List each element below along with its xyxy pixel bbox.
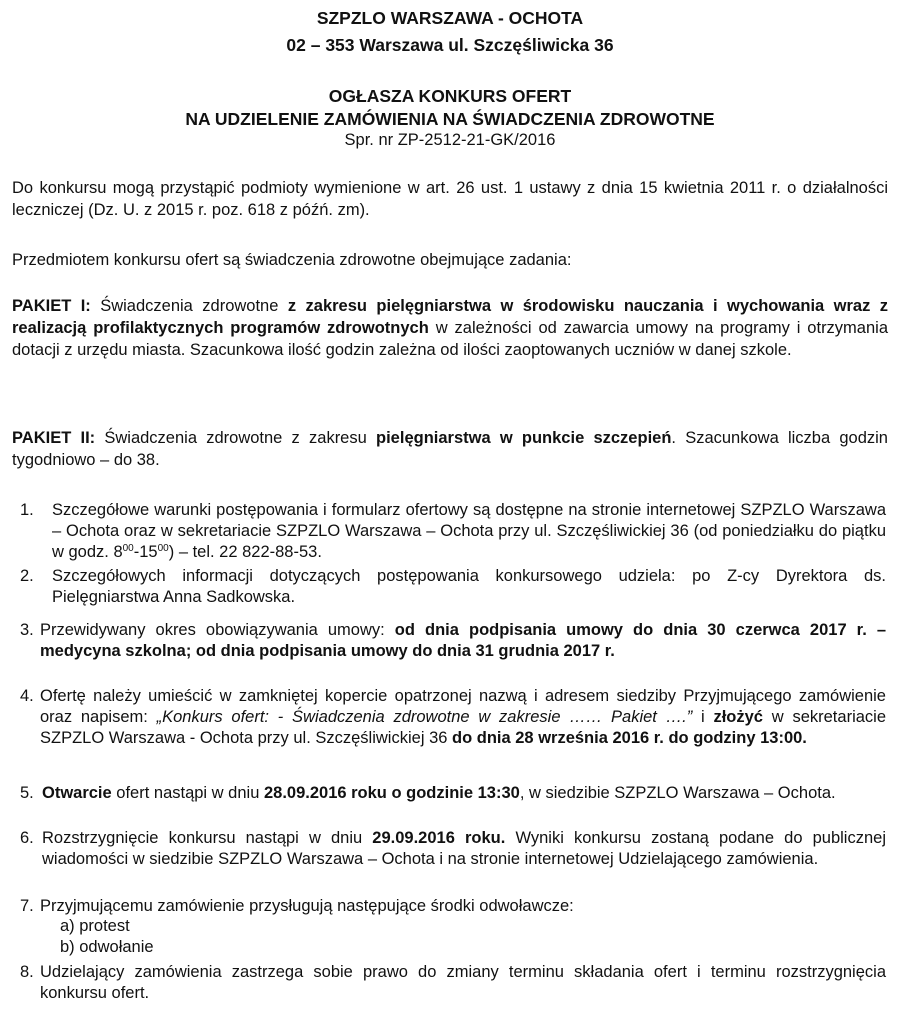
remedy-protest: a) protest — [60, 917, 130, 935]
list-item-5: 5. Otwarcie ofert nastąpi w dniu 28.09.2016 roku o godzinie 13:30, w siedzibie SZPZLO Warszawa – Ochota. — [20, 784, 836, 802]
case-number: Spr. nr ZP-2512-21-GK/2016 — [344, 131, 556, 149]
intro-paragraph: Do konkursu mogą przystąpić podmioty wymienione w art. 26 ust. 1 ustawy z dnia 15 kwietnia 2011 r. o działalności leczniczej (Dz. U. z 2015 r. poz. 618 z późń. zm). — [12, 179, 888, 219]
list-item-4: 4. Ofertę należy umieścić w zamkniętej kopercie opatrzonej nazwą i adresem siedziby Przyjmującego zamówienie oraz napisem: „Konkurs ofert: - Świadczenia zdrowotne w zakresie …… Pakiet ….” i złożyć w sekretariacie SZPZLO Warszawa - Ochota przy ul. Szczęśliwickiej 36 do dnia 28 września 2016 r. do godziny 13:00. — [20, 687, 887, 747]
list-number: 2. — [20, 567, 34, 585]
list-number: 4. — [20, 687, 34, 705]
list-item-3: 3. Przewidywany okres obowiązywania umowy: od dnia podpisania umowy do dnia 30 czerwca 2017 r. – medycyna szkolna; od dnia podpisania umowy do dnia 31 grudnia 2017 r. — [20, 621, 887, 660]
pakiet-2-paragraph: PAKIET II: Świadczenia zdrowotne z zakresu pielęgniarstwa w punkcie szczepień. Szacunkowa liczba godzin tygodniowo – do 38. — [12, 429, 888, 469]
list-item-8: 8. Udzielający zamówienia zastrzega sobie prawo do zmiany terminu składania ofert i terminu rozstrzygnięcia konkursu ofert. — [20, 963, 886, 1002]
list-number: 8. — [20, 963, 34, 981]
org-name: SZPZLO WARSZAWA - OCHOTA — [316, 8, 584, 28]
subject-paragraph: Przedmiotem konkursu ofert są świadczenia zdrowotne obejmujące zadania: — [12, 251, 572, 269]
list-number: 6. — [20, 829, 34, 847]
remedy-appeal: b) odwołanie — [60, 938, 154, 956]
pakiet-1-label: PAKIET I: — [12, 297, 91, 315]
list-number: 3. — [20, 621, 34, 639]
announcement-title-1: OGŁASZA KONKURS OFERT — [328, 86, 572, 106]
list-number: 5. — [20, 784, 34, 802]
org-address: 02 – 353 Warszawa ul. Szczęśliwicka 36 — [286, 35, 614, 55]
pakiet-2-label: PAKIET II: — [12, 429, 96, 447]
list-item-1: 1. Szczegółowe warunki postępowania i formularz ofertowy są dostępne na stronie internetowej SZPZLO Warszawa – Ochota oraz w sekretariacie SZPZLO Warszawa – Ochota przy ul. Szczęśliwickiej 36 (od poniedziałku do piątku w godz. $8^{00}-15^{00}$) – tel. 22 822-88-53. — [20, 501, 886, 561]
list-item-2: 2. Szczegółowych informacji dotyczących postępowania konkursowego udziela: po Z-cy Dyrektora ds. Pielęgniarstwa Anna Sadkowska. — [20, 567, 886, 606]
announcement-title-2: NA UDZIELENIE ZAMÓWIENIA NA ŚWIADCZENIA ZDROWOTNE — [185, 109, 715, 129]
list-number: 7. — [20, 897, 34, 915]
list-item-7: 7. Przyjmującemu zamówienie przysługują następujące środki odwoławcze: — [20, 897, 574, 915]
pakiet-1-paragraph: PAKIET I: Świadczenia zdrowotne z zakresu pielęgniarstwa w środowisku nauczania i wychowania wraz z realizacją profilaktycznych programów zdrowotnych w zależności od zawarcia umowy na programy i otrzymania dotacji z urzędu miasta. Szacunkowa ilość godzin zależna od ilości zaoptowanych uczniów w danej szkole. — [12, 297, 889, 359]
list-number: 1. — [20, 501, 34, 519]
list-item-6: 6. Rozstrzygnięcie konkursu nastąpi w dniu 29.09.2016 roku. Wyniki konkursu zostaną podane do publicznej wiadomości w siedzibie SZPZLO Warszawa – Ochota i na stronie internetowej Udzielającego zamówienia. — [20, 829, 886, 868]
